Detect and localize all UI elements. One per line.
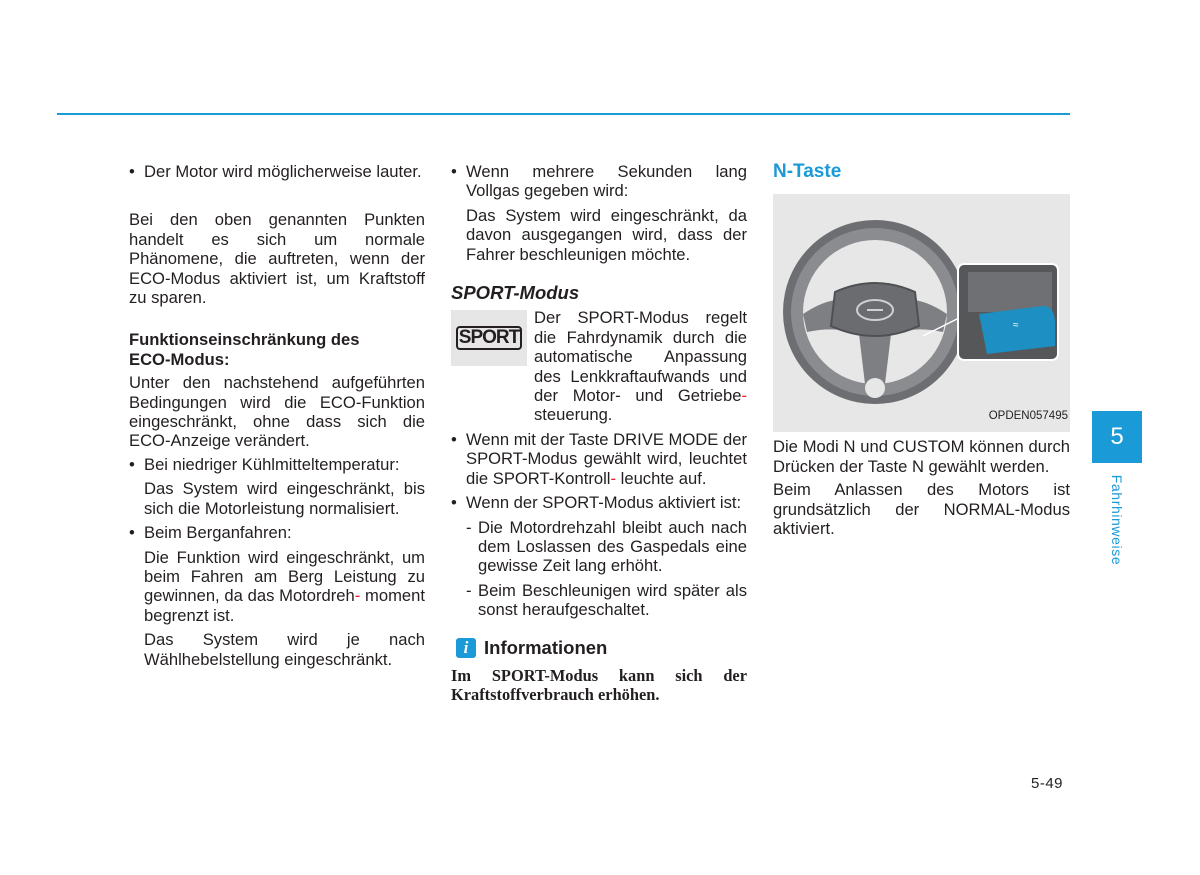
sport-mode-heading: SPORT-Modus [451,282,580,304]
bullet-low-coolant: • Bei niedriger Kühlmitteltemperatur: [129,454,400,474]
sport-badge-text: SPORT [456,326,522,350]
dash-rpm: - Die Motordrehzahl bleibt auch nach dem Loslassen des Gaspedals eine gewisse Zeit lang erhöht. [466,517,747,576]
bullet-sport-active: • Wenn der SPORT-Modus aktiviert ist: [451,493,742,513]
paragraph-normal-phenomena: Bei den oben genannten Punkten handelt es sich um normale Phänomene, die auftreten, wenn der ECO-Modus aktiviert ist, um Kraftstoff zu sparen. [129,210,425,308]
image-caption: OPDEN057495 [988,410,1068,422]
dash-shift-later: - Beim Beschleunigen wird später als sonst heraufgeschaltet. [466,580,747,620]
paragraph-normal-default: Beim Anlassen des Motors ist grundsätzlich der NORMAL-Modus aktiviert. [773,480,1070,539]
page-number: 5-49 [1031,775,1064,792]
paragraph-n-custom: Die Modi N und CUSTOM können durch Drücken der Taste N gewählt werden. [773,437,1070,476]
bullet-full-throttle-text: Das System wird eingeschränkt, da davon ausgegangen wird, dass der Fahrer beschleunigen möchte. [466,205,747,264]
bullet-hill-start-text: Die Funktion wird eingeschränkt, um beim Fahren am Berg Leistung zu gewinnen, da das Motordreh- moment begrenzt ist. [144,547,425,625]
n-button-icon: ≈ [1013,320,1019,332]
info-icon: i [456,638,476,658]
n-button-heading: N-Taste [773,161,842,182]
bullet-drive-mode: • Wenn mit der Taste DRIVE MODE der SPORT-Modus gewählt wird, leuchtet die SPORT-Kontroll- leuchte auf. [451,429,747,488]
info-heading [451,638,747,658]
bullet-motor-louder: • Der Motor wird möglicherweise lauter. [129,162,422,181]
bullet-low-coolant-text: Das System wird eingeschränkt, bis sich die Motorleistung normalisiert. [144,479,425,518]
paragraph-eco-conditions: Unter den nachstehend aufgeführten Bedingungen wird die ECO-Funktion eingeschränkt, ohne dass sich die ECO-Anzeige verändert. [129,373,425,451]
sport-mode-description: Der SPORT-Modus regelt die Fahrdynamik durch die automatische Anpassung des Lenkkraftaufwands und der Motor- und Getriebe- steuerung. [534,308,747,425]
subheading-eco-restriction: Funktionseinschränkung des ECO-Modus: [129,330,360,369]
sport-indicator-icon [451,310,527,366]
info-text: Im SPORT-Modus kann sich der Kraftstoffverbrauch erhöhen. [451,665,747,705]
column-left [129,162,425,669]
bullet-hill-start-text-2: Das System wird je nach Wählhebelstellung eingeschränkt. [144,630,425,669]
chapter-label: Fahrhinweise [1109,474,1125,566]
info-title: Informationen [484,636,608,658]
sport-mode-block [451,308,747,424]
column-right [773,162,1070,538]
column-middle [451,162,747,705]
chapter-number-tab: 5 [1092,411,1142,463]
bullet-hill-start: • Beim Berganfahren: [129,523,292,543]
steering-wheel-icon [773,194,1070,432]
steering-wheel-illustration [773,194,1070,432]
header-rule [57,113,1070,115]
bullet-full-throttle: • Wenn mehrere Sekunden lang Vollgas gegeben wird: [451,162,747,201]
